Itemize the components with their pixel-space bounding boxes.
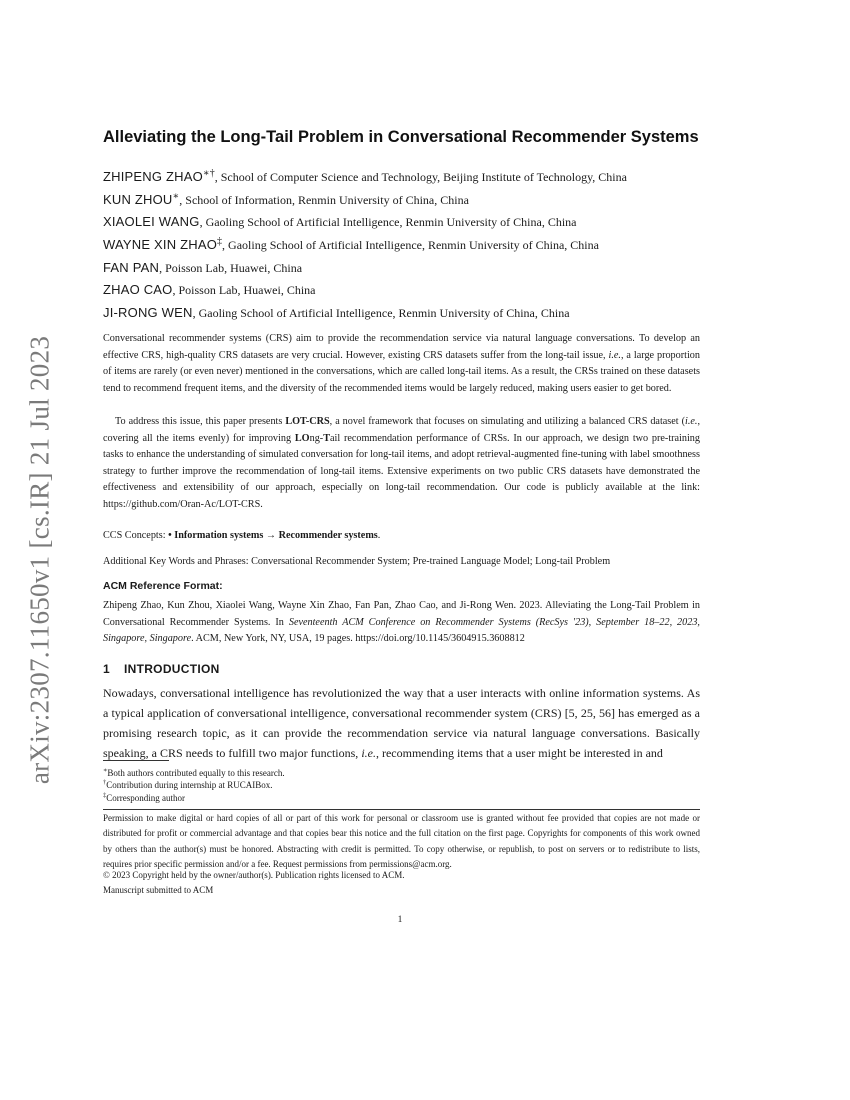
permission-notice: Permission to make digital or hard copies of all or part of this work for personal or classroom use is granted without fee provided that copies are not made or distributed for profit or commercial advantage and that copies bear this notice and the full citation on the first page. Copyrights for components of this work owned by others than the author(s) must be honored. Abstracting with credit is permitted. To copy otherwise, or republish, to post on servers or to redistribute to lists, requires prior specific permission and/or a fee. Request permissions from permissions@acm.org. — [103, 813, 700, 870]
abstract-text: To address this issue, this paper presents — [115, 416, 286, 427]
author-name: ZHIPENG ZHAO — [103, 169, 203, 184]
author-affiliation: , Poisson Lab, Huawei, China — [159, 261, 303, 275]
framework-name: LOT-CRS — [285, 416, 330, 427]
section-number: 1 — [103, 662, 110, 676]
author-mark: ∗ — [172, 191, 180, 202]
author-name: KUN ZHOU — [103, 192, 173, 207]
author-affiliation: , Gaoling School of Artificial Intelligence, Renmin University of China, China — [199, 215, 577, 229]
author-line — [103, 213, 577, 230]
author-affiliation: , School of Computer Science and Technology, Beijing Institute of Technology, China — [214, 170, 627, 184]
author-line — [103, 281, 316, 298]
author-affiliation: , Gaoling School of Artificial Intelligence, Renmin University of China, China — [192, 306, 570, 320]
footnote — [103, 779, 273, 790]
footnote-mark: ‡ — [103, 792, 107, 799]
author-name: XIAOLEI WANG — [103, 214, 200, 229]
abstract-text: Conversational recommender systems (CRS) aim to provide the recommendation service via natural language conversations. To develop an effective CRS, high-quality CRS datasets are very crucial. However, existing CRS datasets suffer from the long-tail issue, — [103, 333, 700, 361]
copyright-line: © 2023 Copyright held by the owner/author(s). Publication rights licensed to ACM. — [103, 870, 405, 880]
keywords: Additional Key Words and Phrases: Conversational Recommender System; Pre-trained Language Model; Long-tail Problem — [103, 556, 611, 567]
author-mark: ∗† — [202, 168, 215, 179]
manuscript-line: Manuscript submitted to ACM — [103, 885, 214, 895]
author-affiliation: , Poisson Lab, Huawei, China — [172, 283, 316, 297]
footnote — [103, 766, 285, 778]
abstract-text: , a novel framework that focuses on simulating and utilizing a balanced CRS dataset ( — [329, 416, 685, 427]
abstract-text: LO — [294, 432, 310, 444]
abstract-text: i.e. — [684, 416, 698, 427]
footnote-mark: ∗ — [103, 767, 108, 774]
intro-paragraph — [103, 683, 700, 763]
abstract-paragraph — [103, 331, 700, 397]
section-title: INTRODUCTION — [123, 662, 220, 676]
abstract-text: , covering all the items evenly) for improving — [103, 416, 700, 444]
ccs-concept: Information systems → Recommender systems — [174, 530, 378, 541]
abstract-paragraph — [103, 414, 700, 514]
author-name: FAN PAN — [103, 260, 160, 275]
author-affiliation: , Gaoling School of Artificial Intelligence, Renmin University of China, China — [222, 238, 599, 252]
footnote-divider — [103, 760, 169, 761]
author-name: WAYNE XIN ZHAO — [103, 237, 218, 252]
footnote — [103, 792, 185, 803]
reference-text: . ACM, New York, NY, USA, 19 pages. https://doi.org/10.1145/3604915.3608812 — [191, 633, 525, 645]
section-heading — [103, 662, 220, 676]
abstract-text: T — [323, 432, 330, 444]
arxiv-side-label — [20, 310, 60, 810]
page-number: 1 — [397, 915, 403, 925]
author-line — [103, 191, 469, 208]
permission-divider — [103, 809, 700, 810]
reference-text: Zhipeng Zhao, Kun Zhou, Xiaolei Wang, Wayne Xin Zhao, Fan Pan, Zhao Cao, and Ji-Rong Wen. 2023. Alleviating the Long-Tail Problem in Conversational Recommender Systems. In — [103, 600, 700, 628]
intro-text: Nowadays, conversational intelligence has revolutionized the way that a user interacts with online information systems. As a typical application of conversational intelligence, conversational recommender system (CRS) [5, 25, 56] has emerged as a promising research topic, as it can provide the recommendation service via natural language conversations. Basically speaking, a CRS needs to fulfill two major functions, — [103, 686, 700, 760]
reference-venue: Seventeenth ACM Conference on Recommender Systems (RecSys '23), September 18–22, 2023, Singapore, Singapore — [103, 616, 700, 645]
author-mark: ‡ — [217, 236, 223, 247]
footnote-text: Both authors contributed equally to this research. — [107, 768, 285, 778]
author-affiliation: , School of Information, Renmin University of China, China — [179, 193, 469, 207]
intro-text: i.e. — [361, 746, 376, 760]
ccs-end: . — [377, 530, 381, 541]
author-line — [103, 236, 599, 253]
footnote-mark: † — [103, 779, 107, 786]
abstract-text: ail recommendation performance of CRSs. In our approach, we design two pre-training tasks to enhance the understanding of simulated conversation for long-tail items, and adopt retrieval-augmented fine-tuning with label smoothness strategy to further improve the recommendation of long-tail items. Extensive experiments on two public CRS datasets have demonstrated the effectiveness and extensibility of our approach, especially on long-tail recommendation. Our code is publicly available at the link: https://github.com/Oran-Ac/LOT-CRS. — [103, 432, 700, 510]
author-line — [103, 259, 302, 276]
footnote-text: Contribution during internship at RUCAIBox. — [106, 780, 273, 790]
arxiv-id: arXiv:2307.11650v1 [cs.IR] 21 Jul 2023 — [24, 335, 55, 785]
ccs-bullet: • — [168, 530, 175, 541]
author-name: JI-RONG WEN — [103, 305, 193, 320]
paper-title: Alleviating the Long-Tail Problem in Conversational Recommender Systems — [103, 128, 699, 146]
abstract-text: , a large proportion of items are rarely (or even never) mentioned in the conversations, which are called long-tail items. As a result, the CRSs trained on these datasets tend to recommend frequent items, and the diversity of the recommended items would be largely reduced, making users easier to get bored. — [103, 349, 700, 394]
abstract-text: ng- — [309, 432, 324, 444]
acm-reference-label: ACM Reference Format: — [103, 580, 223, 592]
acm-reference — [103, 598, 700, 648]
footnote-text: Corresponding author — [106, 793, 185, 803]
author-line — [103, 168, 627, 185]
ccs-label: CCS Concepts: — [103, 530, 169, 541]
abstract-text: i.e. — [608, 349, 621, 361]
ccs-concepts — [103, 530, 380, 541]
author-name: ZHAO CAO — [103, 282, 173, 297]
author-line — [103, 304, 570, 321]
intro-text: , recommending items that a user might be interested in and — [375, 746, 663, 760]
